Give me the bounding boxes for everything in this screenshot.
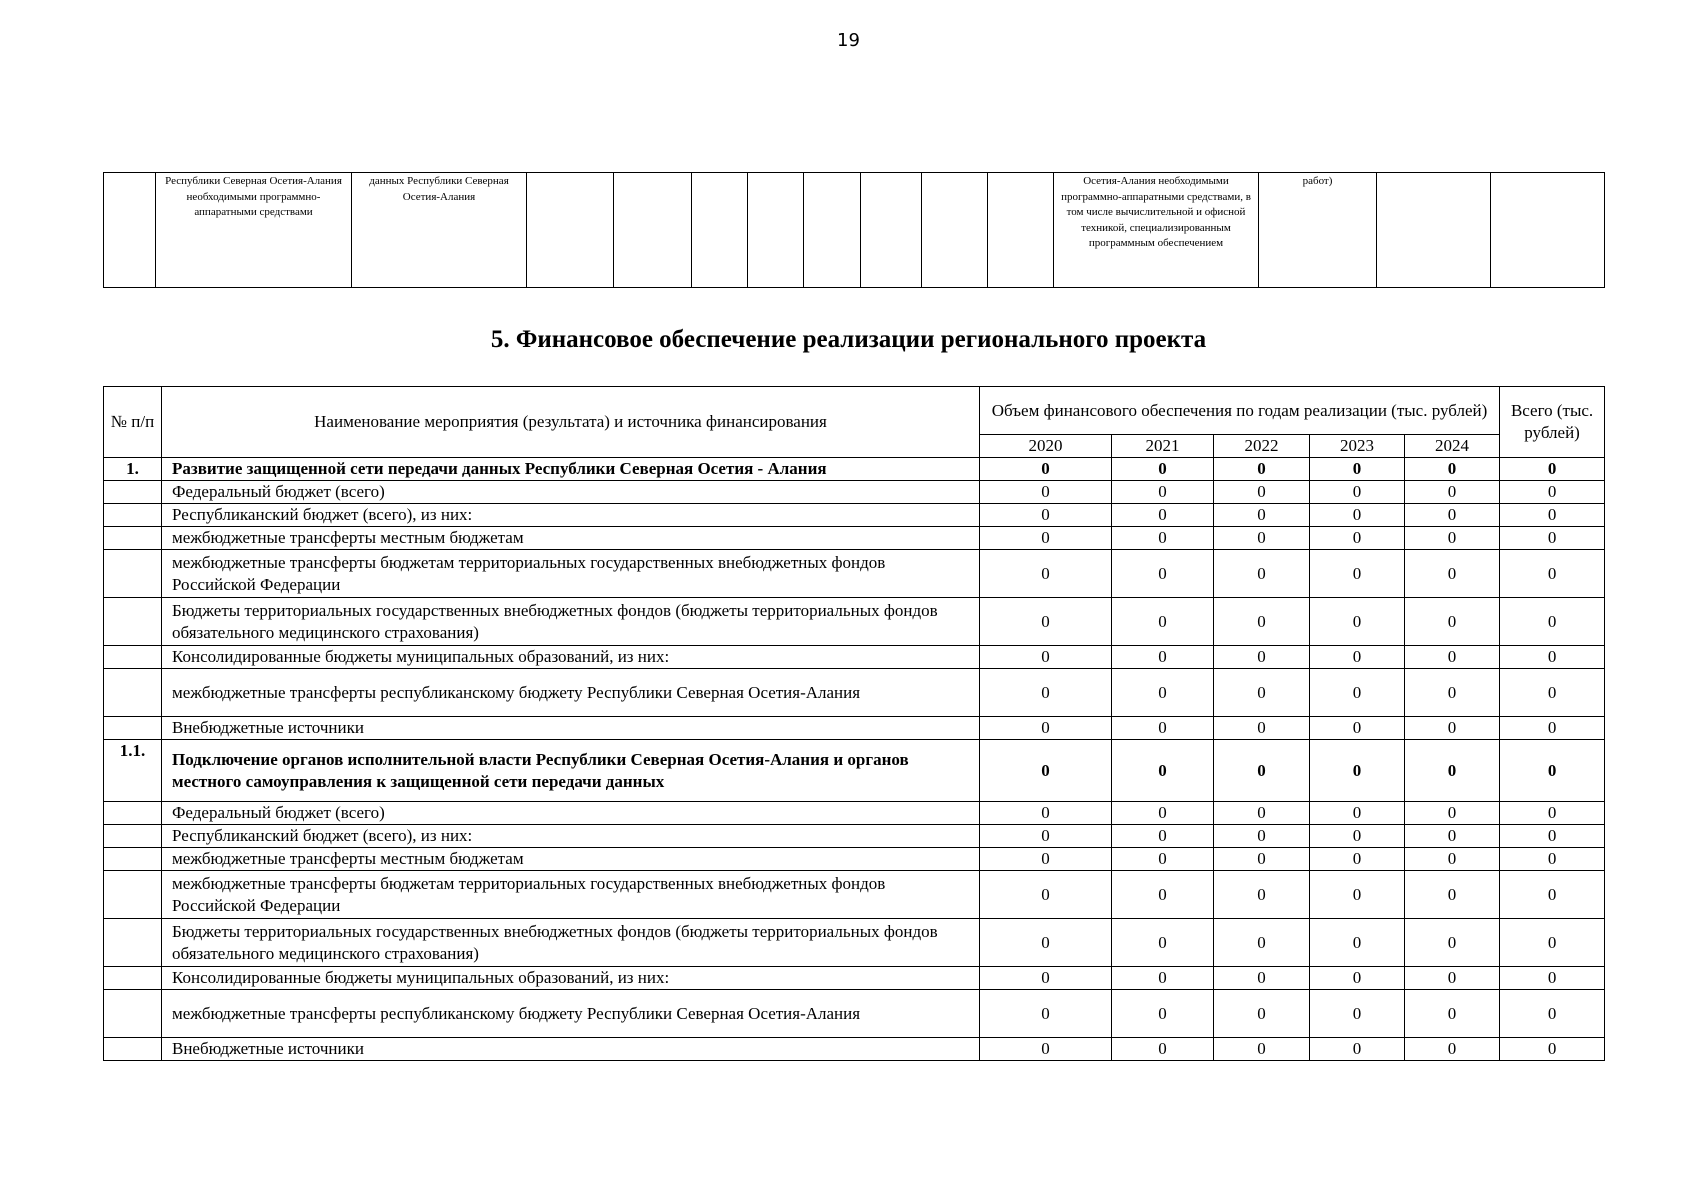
row-number	[104, 967, 162, 990]
finance-table-body	[104, 458, 1605, 1061]
row-value-year: 0	[1310, 646, 1405, 669]
row-number	[104, 550, 162, 598]
row-name: межбюджетные трансферты местным бюджетам	[162, 527, 980, 550]
row-value-year: 0	[1405, 967, 1500, 990]
row-value-year: 0	[1405, 990, 1500, 1038]
row-value-total: 0	[1500, 1038, 1605, 1061]
row-value-year: 0	[1405, 504, 1500, 527]
row-value-year: 0	[980, 740, 1112, 802]
row-value-year: 0	[980, 458, 1112, 481]
row-value-year: 0	[1310, 848, 1405, 871]
row-number	[104, 802, 162, 825]
row-value-year: 0	[1405, 802, 1500, 825]
row-value-year: 0	[1112, 646, 1214, 669]
row-value-year: 0	[1214, 740, 1310, 802]
row-value-year: 0	[1405, 848, 1500, 871]
row-name: Развитие защищенной сети передачи данных Республики Северная Осетия - Алания	[162, 458, 980, 481]
row-number	[104, 504, 162, 527]
row-value-year: 0	[1214, 669, 1310, 717]
row-value-total: 0	[1500, 504, 1605, 527]
row-value-year: 0	[1310, 871, 1405, 919]
row-value-year: 0	[1310, 967, 1405, 990]
fragment-cell	[922, 173, 988, 288]
row-value-year: 0	[1214, 990, 1310, 1038]
header-volume: Объем финансового обеспечения по годам реализации (тыс. рублей)	[980, 387, 1500, 435]
row-value-year: 0	[1112, 919, 1214, 967]
row-value-year: 0	[1214, 848, 1310, 871]
row-value-year: 0	[1310, 527, 1405, 550]
row-number	[104, 848, 162, 871]
row-name: Консолидированные бюджеты муниципальных образований, из них:	[162, 967, 980, 990]
table-row-source	[104, 871, 1605, 919]
row-value-year: 0	[1112, 598, 1214, 646]
header-total: Всего (тыс. рублей)	[1500, 387, 1605, 458]
fragment-cell	[748, 173, 804, 288]
row-value-year: 0	[1310, 1038, 1405, 1061]
row-name: Республиканский бюджет (всего), из них:	[162, 504, 980, 527]
row-value-year: 0	[1214, 919, 1310, 967]
row-value-total: 0	[1500, 717, 1605, 740]
row-value-year: 0	[1112, 967, 1214, 990]
fragment-cell	[104, 173, 156, 288]
row-number: 1.	[104, 458, 162, 481]
fragment-cell: Осетия-Алания необходимыми программно-аппаратными средствами, в том числе вычислительной и офисной техникой, специализированным программным обеспечением	[1054, 173, 1259, 288]
fragment-cell: данных Республики Северная Осетия-Алания	[352, 173, 527, 288]
row-value-year: 0	[980, 717, 1112, 740]
row-value-total: 0	[1500, 967, 1605, 990]
row-value-year: 0	[1405, 740, 1500, 802]
row-value-year: 0	[1214, 825, 1310, 848]
row-value-year: 0	[1112, 669, 1214, 717]
row-value-year: 0	[980, 802, 1112, 825]
table-row-source	[104, 848, 1605, 871]
row-value-year: 0	[980, 825, 1112, 848]
row-value-total: 0	[1500, 825, 1605, 848]
fragment-cell	[804, 173, 861, 288]
row-value-year: 0	[1112, 481, 1214, 504]
table-row-activity	[104, 458, 1605, 481]
row-value-year: 0	[1405, 871, 1500, 919]
row-value-year: 0	[1310, 919, 1405, 967]
row-value-total: 0	[1500, 669, 1605, 717]
row-value-year: 0	[1405, 669, 1500, 717]
row-value-year: 0	[1310, 825, 1405, 848]
header-year: 2024	[1405, 435, 1500, 458]
row-value-year: 0	[1310, 740, 1405, 802]
row-value-year: 0	[1405, 527, 1500, 550]
row-value-year: 0	[1112, 550, 1214, 598]
row-value-year: 0	[1214, 527, 1310, 550]
header-year: 2021	[1112, 435, 1214, 458]
fragment-row	[104, 173, 1605, 288]
fragment-cell	[527, 173, 614, 288]
row-name: Бюджеты территориальных государственных внебюджетных фондов (бюджеты территориальных фондов обязательного медицинского страхования)	[162, 598, 980, 646]
row-value-year: 0	[1405, 825, 1500, 848]
row-value-year: 0	[980, 919, 1112, 967]
row-value-year: 0	[1214, 717, 1310, 740]
row-value-year: 0	[1112, 825, 1214, 848]
finance-table	[103, 386, 1605, 1061]
table-row-source	[104, 802, 1605, 825]
row-value-total: 0	[1500, 481, 1605, 504]
table-row-source	[104, 598, 1605, 646]
row-value-year: 0	[1405, 1038, 1500, 1061]
row-value-year: 0	[1112, 848, 1214, 871]
row-value-year: 0	[1112, 1038, 1214, 1061]
row-value-total: 0	[1500, 871, 1605, 919]
table-row-source	[104, 504, 1605, 527]
row-number	[104, 527, 162, 550]
row-value-year: 0	[1214, 871, 1310, 919]
row-number	[104, 646, 162, 669]
row-value-year: 0	[1214, 967, 1310, 990]
row-value-year: 0	[1214, 646, 1310, 669]
table-row-source	[104, 717, 1605, 740]
header-year: 2023	[1310, 435, 1405, 458]
row-value-year: 0	[1112, 527, 1214, 550]
row-name: Федеральный бюджет (всего)	[162, 802, 980, 825]
row-name: межбюджетные трансферты бюджетам территориальных государственных внебюджетных фондов Российской Федерации	[162, 550, 980, 598]
row-name: межбюджетные трансферты республиканскому бюджету Республики Северная Осетия-Алания	[162, 669, 980, 717]
row-name: межбюджетные трансферты республиканскому бюджету Республики Северная Осетия-Алания	[162, 990, 980, 1038]
table-row-source	[104, 1038, 1605, 1061]
row-value-year: 0	[1310, 990, 1405, 1038]
row-number	[104, 717, 162, 740]
page-number: 19	[837, 30, 860, 51]
row-value-year: 0	[980, 990, 1112, 1038]
row-name: Республиканский бюджет (всего), из них:	[162, 825, 980, 848]
row-value-year: 0	[980, 967, 1112, 990]
fragment-cell	[614, 173, 692, 288]
row-value-year: 0	[1214, 1038, 1310, 1061]
row-value-year: 0	[1214, 802, 1310, 825]
table-row-source	[104, 990, 1605, 1038]
row-value-year: 0	[1405, 550, 1500, 598]
row-value-year: 0	[1214, 481, 1310, 504]
row-value-total: 0	[1500, 646, 1605, 669]
header-year: 2022	[1214, 435, 1310, 458]
row-number	[104, 481, 162, 504]
row-value-year: 0	[1405, 919, 1500, 967]
row-name: Подключение органов исполнительной власти Республики Северная Осетия-Алания и органов местного самоуправления к защищенной сети передачи данных	[162, 740, 980, 802]
row-value-year: 0	[1310, 504, 1405, 527]
row-number	[104, 919, 162, 967]
header-row	[104, 387, 1605, 435]
row-name: межбюджетные трансферты местным бюджетам	[162, 848, 980, 871]
row-value-total: 0	[1500, 527, 1605, 550]
row-value-year: 0	[980, 646, 1112, 669]
row-value-year: 0	[1310, 802, 1405, 825]
row-value-year: 0	[1310, 458, 1405, 481]
row-value-total: 0	[1500, 740, 1605, 802]
row-name: Федеральный бюджет (всего)	[162, 481, 980, 504]
table-row-source	[104, 919, 1605, 967]
row-number	[104, 669, 162, 717]
header-year: 2020	[980, 435, 1112, 458]
row-name: Внебюджетные источники	[162, 1038, 980, 1061]
row-value-year: 0	[980, 848, 1112, 871]
row-value-year: 0	[1310, 717, 1405, 740]
row-value-year: 0	[980, 550, 1112, 598]
row-value-year: 0	[1310, 669, 1405, 717]
table-row-source	[104, 527, 1605, 550]
row-value-year: 0	[1310, 550, 1405, 598]
fragment-cell	[861, 173, 922, 288]
row-name: Бюджеты территориальных государственных внебюджетных фондов (бюджеты территориальных фондов обязательного медицинского страхования)	[162, 919, 980, 967]
row-value-year: 0	[1214, 504, 1310, 527]
fragment-cell	[1491, 173, 1605, 288]
row-value-year: 0	[1405, 458, 1500, 481]
table-row-source	[104, 646, 1605, 669]
table-row-activity	[104, 740, 1605, 802]
row-number	[104, 871, 162, 919]
continued-table-fragment	[103, 172, 1605, 288]
fragment-cell: Республики Северная Осетия-Алания необходимыми программно-аппаратными средствами	[156, 173, 352, 288]
row-value-year: 0	[1112, 504, 1214, 527]
row-value-year: 0	[980, 1038, 1112, 1061]
row-value-year: 0	[1214, 598, 1310, 646]
row-value-year: 0	[1112, 990, 1214, 1038]
row-number	[104, 825, 162, 848]
row-value-year: 0	[1112, 458, 1214, 481]
fragment-cell: работ)	[1259, 173, 1377, 288]
row-value-year: 0	[1112, 717, 1214, 740]
row-value-year: 0	[1112, 871, 1214, 919]
row-value-total: 0	[1500, 802, 1605, 825]
row-value-year: 0	[980, 871, 1112, 919]
row-value-year: 0	[1112, 740, 1214, 802]
row-value-year: 0	[980, 669, 1112, 717]
fragment-cell	[988, 173, 1054, 288]
row-value-year: 0	[1112, 802, 1214, 825]
row-value-year: 0	[980, 481, 1112, 504]
row-value-total: 0	[1500, 550, 1605, 598]
row-value-total: 0	[1500, 458, 1605, 481]
row-value-year: 0	[1405, 598, 1500, 646]
table-row-source	[104, 825, 1605, 848]
row-number	[104, 1038, 162, 1061]
row-value-year: 0	[980, 504, 1112, 527]
header-name: Наименование мероприятия (результата) и источника финансирования	[162, 387, 980, 458]
row-value-year: 0	[1405, 717, 1500, 740]
row-value-year: 0	[980, 598, 1112, 646]
row-name: межбюджетные трансферты бюджетам территориальных государственных внебюджетных фондов Российской Федерации	[162, 871, 980, 919]
row-value-year: 0	[1310, 481, 1405, 504]
row-value-year: 0	[1405, 646, 1500, 669]
row-value-year: 0	[1214, 550, 1310, 598]
row-value-year: 0	[1405, 481, 1500, 504]
fragment-cell	[1377, 173, 1491, 288]
row-value-year: 0	[980, 527, 1112, 550]
table-row-source	[104, 550, 1605, 598]
table-row-source	[104, 669, 1605, 717]
row-value-total: 0	[1500, 990, 1605, 1038]
row-name: Консолидированные бюджеты муниципальных образований, из них:	[162, 646, 980, 669]
row-number: 1.1.	[104, 740, 162, 802]
row-number	[104, 990, 162, 1038]
row-value-total: 0	[1500, 919, 1605, 967]
row-number	[104, 598, 162, 646]
fragment-cell	[692, 173, 748, 288]
row-value-year: 0	[1214, 458, 1310, 481]
row-value-total: 0	[1500, 848, 1605, 871]
table-row-source	[104, 967, 1605, 990]
table-row-source	[104, 481, 1605, 504]
row-value-total: 0	[1500, 598, 1605, 646]
section-title: 5. Финансовое обеспечение реализации регионального проекта	[490, 326, 1207, 353]
row-value-year: 0	[1310, 598, 1405, 646]
row-name: Внебюджетные источники	[162, 717, 980, 740]
header-num: № п/п	[104, 387, 162, 458]
